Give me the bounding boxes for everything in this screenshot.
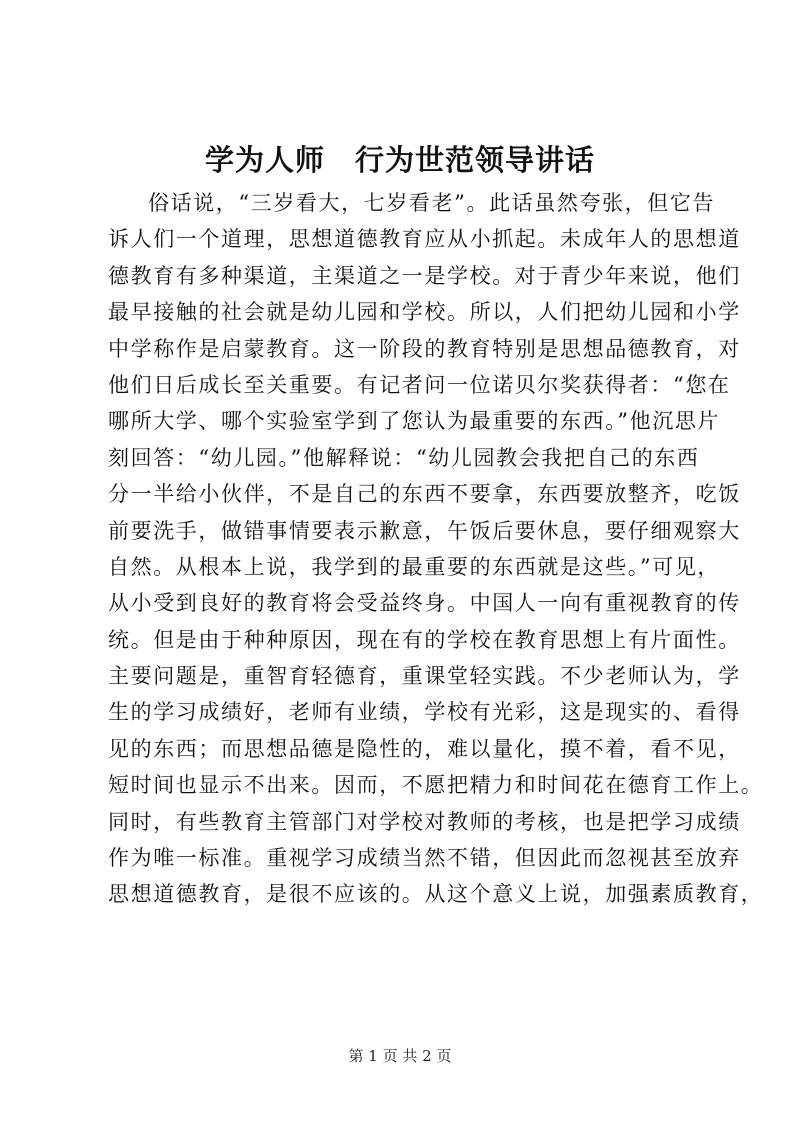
body-line: 从小受到良好的教育将会受益终身。中国人一向有重视教育的传	[108, 591, 741, 616]
body-line: 最早接触的社会就是幼儿园和学校。所以，人们把幼儿园和小学	[108, 300, 741, 325]
body-line: 中学称作是启蒙教育。这一阶段的教育特别是思想品德教育，对	[108, 336, 741, 361]
body-line: 生的学习成绩好，老师有业绩，学校有光彩，这是现实的、看得	[108, 700, 741, 725]
page-footer: 第 1 页 共 2 页	[348, 1047, 452, 1065]
document-body	[108, 185, 764, 913]
body-line: 前要洗手，做错事情要表示歉意，午饭后要休息，要仔细观察大	[108, 518, 741, 543]
body-line: 诉人们一个道理，思想道德教育应从小抓起。未成年人的思想道	[108, 227, 741, 252]
body-line: 见的东西；而思想品德是隐性的，难以量化，摸不着，看不见，	[108, 736, 741, 761]
body-line: 他们日后成长至关重要。有记者问一位诺贝尔奖获得者：“您在	[108, 372, 731, 397]
body-line: 主要问题是，重智育轻德育，重课堂轻实践。不少老师认为，学	[108, 664, 741, 689]
body-line: 短时间也显示不出来。因而，不愿把精力和时间花在德育工作上。	[108, 773, 764, 798]
body-line: 哪所大学、哪个实验室学到了您认为最重要的东西。”他沉思片	[108, 409, 721, 434]
body-line: 俗话说，“三岁看大，七岁看老”。此话虽然夸张，但它告	[148, 191, 716, 215]
body-line: 同时，有些教育主管部门对学校对教师的考核，也是把学习成绩	[108, 809, 741, 834]
body-line: 分一半给小伙伴，不是自己的东西不要拿，东西要放整齐，吃饭	[108, 482, 741, 507]
body-line: 德教育有多种渠道，主渠道之一是学校。对于青少年来说，他们	[108, 263, 741, 288]
body-line: 思想道德教育，是很不应该的。从这个意义上说，加强素质教育，	[108, 882, 764, 907]
body-line: 自然。从根本上说，我学到的最重要的东西就是这些。”可见，	[108, 554, 721, 579]
document-title: 学为人师 行为世范领导讲话	[204, 143, 595, 177]
body-line: 刻回答：“幼儿园。”他解释说：“幼儿园教会我把自己的东西	[108, 445, 700, 470]
body-line: 统。但是由于种种原因，现在有的学校在教育思想上有片面性。	[108, 627, 741, 652]
body-line: 作为唯一标准。重视学习成绩当然不错，但因此而忽视甚至放弃	[108, 846, 741, 871]
